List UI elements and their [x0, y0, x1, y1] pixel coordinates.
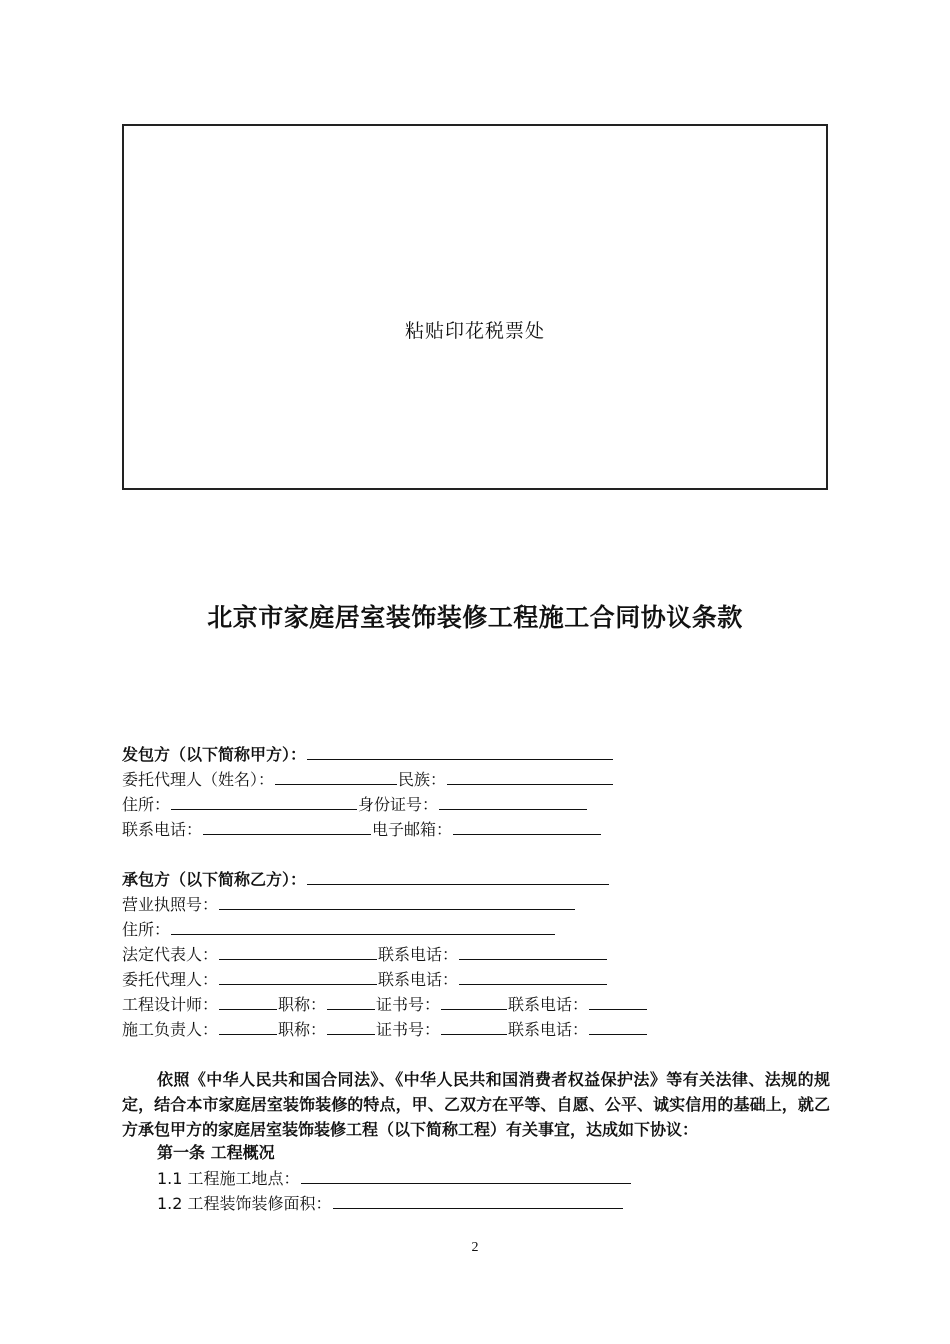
party-b-name-field[interactable] — [307, 867, 609, 885]
party-a-heading-row — [122, 742, 614, 767]
manager-label: 施工负责人： — [122, 1020, 219, 1039]
party-b-agent-field[interactable] — [219, 967, 377, 985]
party-b-phone-field-1[interactable] — [459, 942, 607, 960]
page-number: 2 — [471, 1240, 479, 1255]
manager-title-field[interactable] — [327, 1017, 375, 1035]
party-b-license-field[interactable] — [219, 892, 575, 910]
manager-cert-label: 证书号： — [376, 1020, 441, 1039]
party-b-legal-rep-row — [122, 942, 608, 967]
party-a-phone-row — [122, 817, 602, 842]
party-b-license-label: 营业执照号： — [122, 895, 219, 914]
preamble-paragraph: 依照《中华人民共和国合同法》、《中华人民共和国消费者权益保护法》等有关法律、法规的规定，结合本市家庭居室装饰装修的特点，甲、乙双方在平等、自愿、公平、诚实信用的基础上，就乙方承包甲方的家庭居室装饰装修工程（以下简称工程）有关事宜，达成如下协议： — [122, 1070, 830, 1139]
manager-row — [122, 1017, 648, 1042]
article-1-heading: 第一条 工程概况 — [157, 1143, 275, 1162]
designer-phone-field[interactable] — [589, 992, 647, 1010]
party-b-phone-field-2[interactable] — [459, 967, 607, 985]
party-a-email-label: 电子邮箱： — [372, 820, 453, 839]
party-a-phone-label: 联系电话： — [122, 820, 203, 839]
manager-cert-field[interactable] — [441, 1017, 507, 1035]
party-b-phone-label-2: 联系电话： — [378, 970, 459, 989]
item-1-2-row — [157, 1191, 624, 1216]
designer-title-field[interactable] — [327, 992, 375, 1010]
party-a-ethnicity-field[interactable] — [447, 767, 613, 785]
party-b-address-row — [122, 917, 556, 942]
party-a-id-field[interactable] — [439, 792, 587, 810]
manager-title-label: 职称： — [278, 1020, 327, 1039]
party-b-address-field[interactable] — [171, 917, 555, 935]
designer-row — [122, 992, 648, 1017]
party-b-legal-rep-field[interactable] — [219, 942, 377, 960]
designer-cert-label: 证书号： — [376, 995, 441, 1014]
designer-field[interactable] — [219, 992, 277, 1010]
party-b-agent-label: 委托代理人： — [122, 970, 219, 989]
item-1-1-row — [157, 1166, 632, 1191]
party-a-id-label: 身份证号： — [358, 795, 439, 814]
item-1-2-label: 1.2 工程装饰装修面积： — [157, 1194, 332, 1213]
contract-title: 北京市家庭居室装饰装修工程施工合同协议条款 — [207, 603, 743, 632]
party-b-phone-label-1: 联系电话： — [378, 945, 459, 964]
party-b-license-row — [122, 892, 576, 917]
stamp-area-label: 粘贴印花税票处 — [404, 320, 545, 342]
item-1-1-label: 1.1 工程施工地点： — [157, 1169, 300, 1188]
party-a-address-row — [122, 792, 588, 817]
designer-phone-label: 联系电话： — [508, 995, 589, 1014]
party-b-heading: 承包方（以下简称乙方）： — [122, 870, 307, 889]
party-a-agent-label: 委托代理人（姓名）： — [122, 770, 275, 789]
party-a-name-field[interactable] — [307, 742, 613, 760]
designer-title-label: 职称： — [278, 995, 327, 1014]
party-a-heading: 发包方（以下简称甲方）： — [122, 745, 307, 764]
stamp-paste-area — [122, 124, 828, 490]
party-a-agent-row — [122, 767, 614, 792]
party-a-phone-field[interactable] — [203, 817, 371, 835]
designer-cert-field[interactable] — [441, 992, 507, 1010]
manager-phone-field[interactable] — [589, 1017, 647, 1035]
party-a-address-label: 住所： — [122, 795, 171, 814]
party-a-ethnicity-label: 民族： — [398, 770, 447, 789]
party-b-agent-row — [122, 967, 608, 992]
designer-label: 工程设计师： — [122, 995, 219, 1014]
party-a-email-field[interactable] — [453, 817, 601, 835]
party-b-address-label: 住所： — [122, 920, 171, 939]
decoration-area-field[interactable] — [333, 1191, 623, 1209]
construction-site-field[interactable] — [301, 1166, 631, 1184]
party-b-heading-row — [122, 867, 610, 892]
manager-phone-label: 联系电话： — [508, 1020, 589, 1039]
party-b-legal-rep-label: 法定代表人： — [122, 945, 219, 964]
manager-field[interactable] — [219, 1017, 277, 1035]
party-a-address-field[interactable] — [171, 792, 357, 810]
party-a-agent-field[interactable] — [275, 767, 397, 785]
